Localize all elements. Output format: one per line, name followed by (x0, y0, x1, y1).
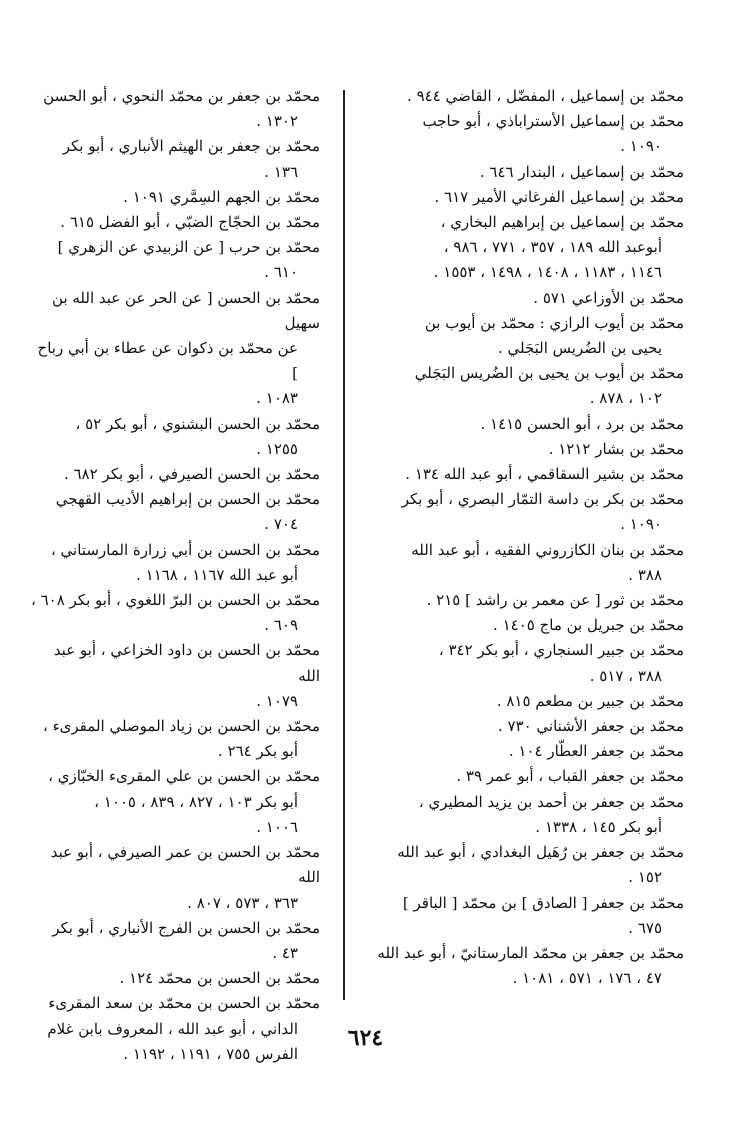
index-entry (28, 588, 320, 638)
index-entry-line: ١٠٩٠ . (620, 137, 662, 156)
index-entry-line: ١٠٢ ، ٨٧٨ . (589, 389, 662, 408)
index-entry (352, 739, 684, 764)
index-entry-line: أبوعبد الله ١٨٩ ، ٣٥٧ ، ٧٧١ ، ٩٨٦ ، (443, 238, 662, 257)
index-entry-line: محمّد بن بكر بن داسة التمّار البصري ، أبو بكر (401, 490, 684, 509)
index-entry-line: محمّد بن الحسن بن محمّد بن سعد المقرىء (48, 994, 320, 1013)
index-entry-line: ١٠٩٠ . (620, 515, 662, 534)
index-entry-line: ٣٦٣ ، ٥٧٣ ، ٨٠٧ . (187, 893, 298, 912)
index-entry-line: محمّد بن إسماعيل الفرغاني الأمير ٦١٧ . (434, 187, 684, 206)
index-entry-line: ٣٨٨ . (628, 565, 662, 584)
index-entry-line: يحيى بن الضُريس البَجَلي . (497, 339, 662, 358)
index-entry-line: أبو بكر ١٤٥ ، ١٣٣٨ . (535, 817, 662, 836)
index-entry-line: محمّد بن ثور [ عن معمر بن راشد ] ٢١٥ . (426, 591, 684, 610)
index-entry (352, 840, 684, 890)
index-entry-line: محمّد بن أيوب الرازي : محمّد بن أيوب بن (424, 313, 684, 332)
index-column-right (352, 84, 684, 991)
index-entry-line: عن محمّد بن ذكوان عن عطاء بن أبي رباح ] (37, 339, 298, 383)
index-entry-line: ١٠٧٩ . (256, 691, 298, 710)
index-entry-line: محمّد بن جعفر الأشناني ٧٣٠ . (497, 717, 684, 736)
index-entry (28, 84, 320, 134)
index-entry-line: ١٠٨٣ . (256, 389, 298, 408)
index-entry-line: محمّد بن الحسن بن الفرج الأنباري ، أبو بكر (52, 918, 320, 937)
index-entry (28, 210, 320, 235)
index-entry (352, 941, 684, 991)
index-entry (28, 286, 320, 412)
index-entry-line: الفرس ٧٥٥ ، ١١٩١ ، ١١٩٢ . (123, 1044, 298, 1063)
index-entry (352, 891, 684, 941)
index-entry (352, 311, 684, 361)
index-entry-line: محمّد بن الجهم السِمَّري ١٠٩١ . (123, 187, 320, 206)
column-divider (343, 90, 345, 1000)
index-entry-line: أبو عبد الله ١١٦٧ ، ١١٦٨ . (136, 565, 298, 584)
index-entry-line: ١١٤٦ ، ١١٨٣ ، ١٤٠٨ ، ١٤٩٨ ، ١٥٥٣ . (433, 263, 662, 282)
index-entry (28, 714, 320, 764)
index-entry-line: محمّد بن الحسن بن محمّد ١٢٤ . (119, 969, 320, 988)
index-entry-line: محمّد بن الحجّاج الضبّي ، أبو الفضل ٦١٥ . (60, 213, 320, 232)
index-entry (352, 613, 684, 638)
index-entry-line: محمّد بن بشار ١٢١٢ . (548, 439, 684, 458)
index-entry-line: محمّد بن أيوب بن يحيى بن الضُريس البَجَلي (414, 364, 684, 383)
index-entry (352, 462, 684, 487)
index-entry (28, 412, 320, 462)
index-entry (352, 790, 684, 840)
index-entry-line: محمّد بن جبريل بن ماج ١٤٠٥ . (493, 616, 684, 635)
index-entry-line: محمّد بن جعفر [ الصادق ] بن محمّد [ الباقر ] (402, 893, 684, 912)
index-entry (352, 764, 684, 789)
index-entry-line: أبو بكر ١٠٣ ، ٨٢٧ ، ٨٣٩ ، ١٠٠٥ ، (94, 792, 298, 811)
index-entry-line: محمّد بن بشير السقاقمي ، أبو عبد الله ١٣٤ . (405, 465, 684, 484)
index-entry-line: ٤٧ ، ١٧٦ ، ٥٧١ ، ١٠٨١ . (512, 969, 662, 988)
index-entry-line: محمّد بن الحسن البشنوي ، أبو بكر ٥٢ ، (75, 414, 320, 433)
index-entry-line: محمّد بن الحسن بن علي المقرىء الخبّازي ، (48, 767, 320, 786)
index-entry-line: محمّد بن جبير بن مطعم ٨١٥ . (496, 691, 684, 710)
index-entry (352, 210, 684, 286)
index-entry (28, 487, 320, 537)
index-entry-line: محمّد بن جبير السنجاري ، أبو بكر ٣٤٢ ، (438, 641, 684, 660)
index-entry-line: محمّد بن حرب [ عن الزبيدي عن الزهري ] (57, 238, 320, 257)
index-entry (28, 916, 320, 966)
index-entry-line: محمّد بن جعفر بن رُهَيل البغدادي ، أبو عبد الله (397, 843, 684, 862)
index-entry-line: ١٢٥٥ . (256, 439, 298, 458)
index-entry-line: ٤٣ . (272, 943, 298, 962)
index-entry-line: محمّد بن الحسن بن البرّ اللغوي ، أبو بكر ٦٠٨ ، (30, 591, 320, 610)
index-entry (352, 185, 684, 210)
index-entry (28, 966, 320, 991)
index-entry-line: محمّد بن جعفر بن أحمد بن يزيد المطيري ، (418, 792, 684, 811)
index-entry-line: ١٠٠٦ . (256, 817, 298, 836)
index-entry-line: محمّد بن الحسن بن زياد الموصلي المقرىء ، (43, 717, 320, 736)
index-entry-line: ٣٨٨ ، ٥١٧ . (589, 666, 662, 685)
index-entry (352, 286, 684, 311)
index-entry (352, 361, 684, 411)
index-entry-line: محمّد بن جعفر بن الهيثم الأنباري ، أبو بكر (62, 137, 320, 156)
index-entry (28, 235, 320, 285)
index-entry-line: محمّد بن إسماعيل ، المفضّل ، القاضي ٩٤٤ . (407, 87, 684, 105)
index-entry (352, 538, 684, 588)
index-entry-line: ٦٧٥ . (628, 918, 662, 937)
index-entry-line: محمّد بن الأوزاعي ٥٧١ . (533, 288, 684, 307)
index-entry-line: محمّد بن بنان الكازروني الفقيه ، أبو عبد الله (411, 540, 684, 559)
index-entry (352, 487, 684, 537)
index-entry-line: محمّد بن جعفر بن محمّد النحوي ، أبو الحسن (43, 87, 320, 105)
index-entry-line: الداني ، أبو عبد الله ، المعروف بابن غلام (47, 1019, 298, 1038)
index-entry (352, 714, 684, 739)
index-entry-line: ٧٠٤ . (264, 515, 298, 534)
index-entry (352, 638, 684, 688)
index-entry-line: محمّد بن إسماعيل ، البندار ٦٤٦ . (479, 162, 684, 181)
index-entry-line: محمّد بن الحسن بن إبراهيم الأديب القهجي (55, 490, 320, 509)
index-entry (352, 109, 684, 159)
index-entry (28, 764, 320, 840)
index-column-left (28, 84, 320, 1067)
index-entry-line: ١٣٦ . (264, 162, 298, 181)
index-entry-line: ٦٠٩ . (264, 616, 298, 635)
index-entry (352, 84, 684, 109)
index-entry-line: محمّد بن برد ، أبو الحسن ١٤١٥ . (480, 414, 684, 433)
index-entry-line: محمّد بن الحسن بن داود الخزاعي ، أبو عبد الله (53, 641, 320, 685)
index-entry-line: محمّد بن إسماعيل بن إبراهيم البخاري ، (440, 213, 684, 232)
index-entry (28, 134, 320, 184)
index-entry-line: ١٣٠٢ . (256, 112, 298, 131)
index-entry (352, 412, 684, 437)
index-entry-line: محمّد بن جعفر القباب ، أبو عمر ٣٩ . (456, 767, 684, 786)
index-entry (352, 588, 684, 613)
index-entry (28, 185, 320, 210)
index-entry (352, 437, 684, 462)
index-entry-line: ١٥٢ . (628, 868, 662, 887)
index-entry-line: ٦١٠ . (264, 263, 298, 282)
page-number: ٦٢٤ (347, 1025, 384, 1051)
index-entry (28, 638, 320, 714)
index-entry (28, 462, 320, 487)
index-entry-line: محمّد بن الحسن بن عمر الصيرفي ، أبو عبد الله (50, 843, 320, 887)
index-entry-line: محمّد بن الحسن بن أبي زرارة المارستاني ، (50, 540, 320, 559)
index-entry-line: محمّد بن الحسن الصيرفي ، أبو بكر ٦٨٢ . (63, 465, 320, 484)
index-entry-line: محمّد بن جعفر العطّار ١٠٤ . (508, 742, 684, 761)
index-entry (352, 160, 684, 185)
index-entry (352, 689, 684, 714)
index-entry-line: محمّد بن جعفر بن محمّد المارستانيّ ، أبو عبد الله (377, 943, 684, 962)
index-entry-line: محمّد بن إسماعيل الأستراباذي ، أبو حاجب (422, 112, 684, 131)
index-entry (28, 538, 320, 588)
index-entry-line: أبو بكر ٢٦٤ . (217, 742, 298, 761)
index-entry-line: محمّد بن الحسن [ عن الحر عن عبد الله بن سهيل (52, 288, 320, 332)
index-entry (28, 840, 320, 916)
